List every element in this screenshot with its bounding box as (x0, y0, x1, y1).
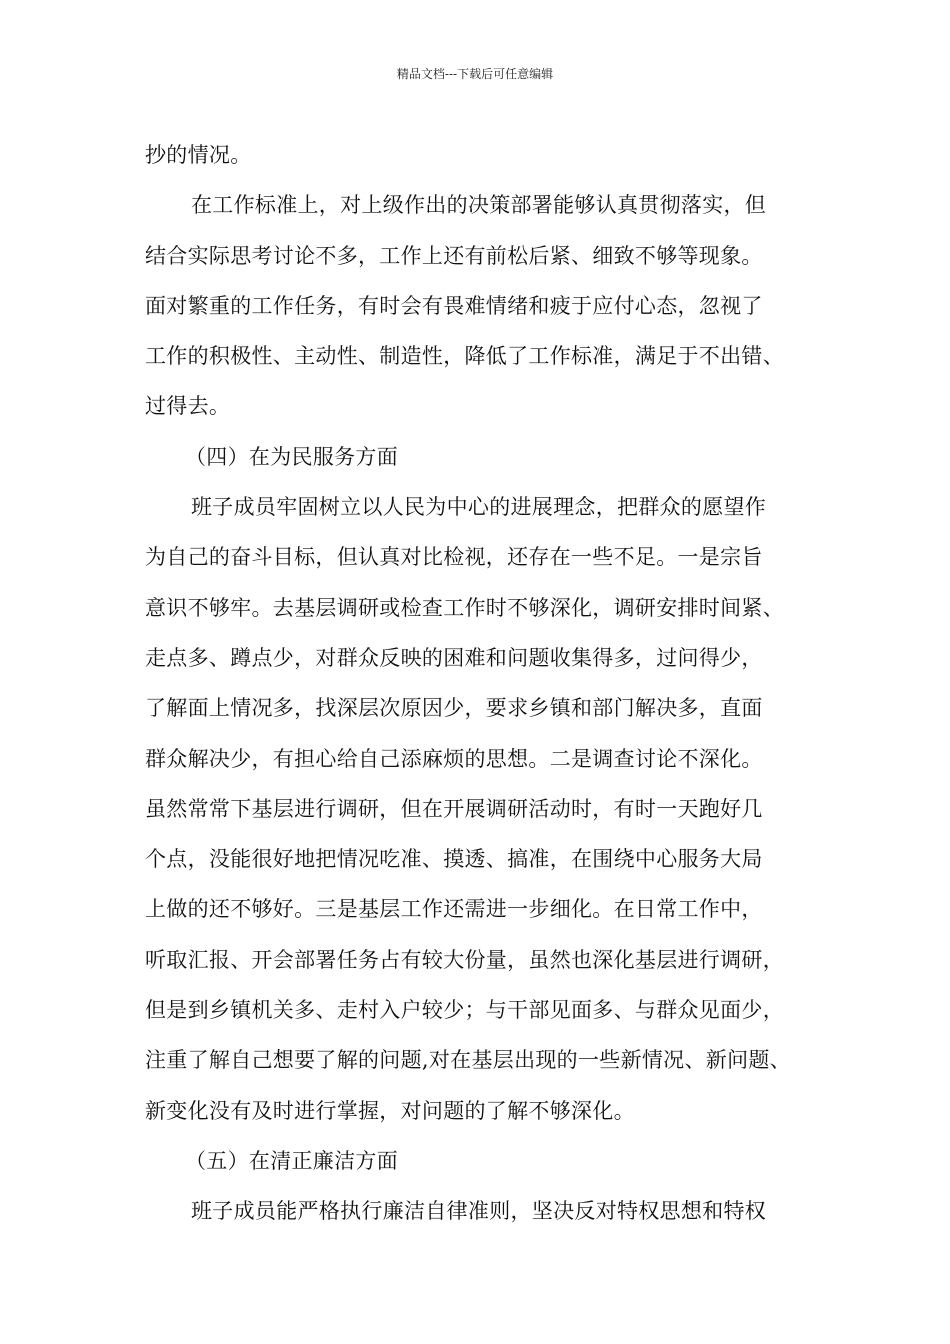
text-line: 面对繁重的工作任务，有时会有畏难情绪和疲于应付心态，忽视了 (145, 293, 763, 318)
text-line: 新变化没有及时进行掌握，对问题的了解不够深化。 (145, 1098, 635, 1123)
text-line: 个点，没能很好地把情况吃准、摸透、搞准，在围绕中心服务大局 (145, 847, 763, 872)
text-line: 但是到乡镇机关多、走村入户较少；与干部见面多、与群众见面少， (145, 998, 784, 1023)
text-line: 过得去。 (145, 394, 231, 419)
text-line: 注重了解自己想要了解的问题,对在基层出现的一些新情况、新问题、 (145, 1048, 791, 1073)
text-line: 虽然常常下基层进行调研，但在开展调研活动时，有时一天跑好几 (145, 796, 763, 821)
paragraph-start-line: 在工作标准上，对上级作出的决策部署能够认真贯彻落实，但 (191, 193, 767, 218)
text-line: 工作的积极性、主动性、制造性，降低了工作标准，满足于不出错、 (145, 344, 784, 369)
text-line: 听取汇报、开会部署任务占有较大份量，虽然也深化基层进行调研， (145, 947, 784, 972)
text-line: 为自己的奋斗目标，但认真对比检视，还存在一些不足。一是宗旨 (145, 545, 763, 570)
text-line: 群众解决少，有担心给自己添麻烦的思想。二是调查讨论不深化。 (145, 746, 763, 771)
text-line: 抄的情况。 (145, 143, 252, 167)
page-header: 精品文档---下载后可任意编辑 (396, 67, 554, 81)
paragraph-start-line: 班子成员牢固树立以人民为中心的进展理念，把群众的愿望作 (191, 495, 767, 520)
text-line: 了解面上情况多，找深层次原因少，要求乡镇和部门解决多，直面 (145, 696, 763, 721)
section-heading-4: （四）在为民服务方面 (185, 444, 398, 469)
text-line: 意识不够牢。去基层调研或检查工作时不够深化，调研安排时间紧、 (145, 595, 784, 620)
paragraph-start-line: 班子成员能严格执行廉洁自律准则，坚决反对特权思想和特权 (191, 1199, 767, 1224)
text-line: 走点多、蹲点少，对群众反映的困难和问题收集得多，过问得少， (145, 645, 763, 670)
text-line: 结合实际思考讨论不多，工作上还有前松后紧、细致不够等现象。 (145, 243, 763, 268)
text-line: 上做的还不够好。三是基层工作还需进一步细化。在日常工作中， (145, 897, 763, 922)
document-body (145, 130, 810, 1237)
section-heading-5: （五）在清正廉洁方面 (185, 1148, 398, 1173)
